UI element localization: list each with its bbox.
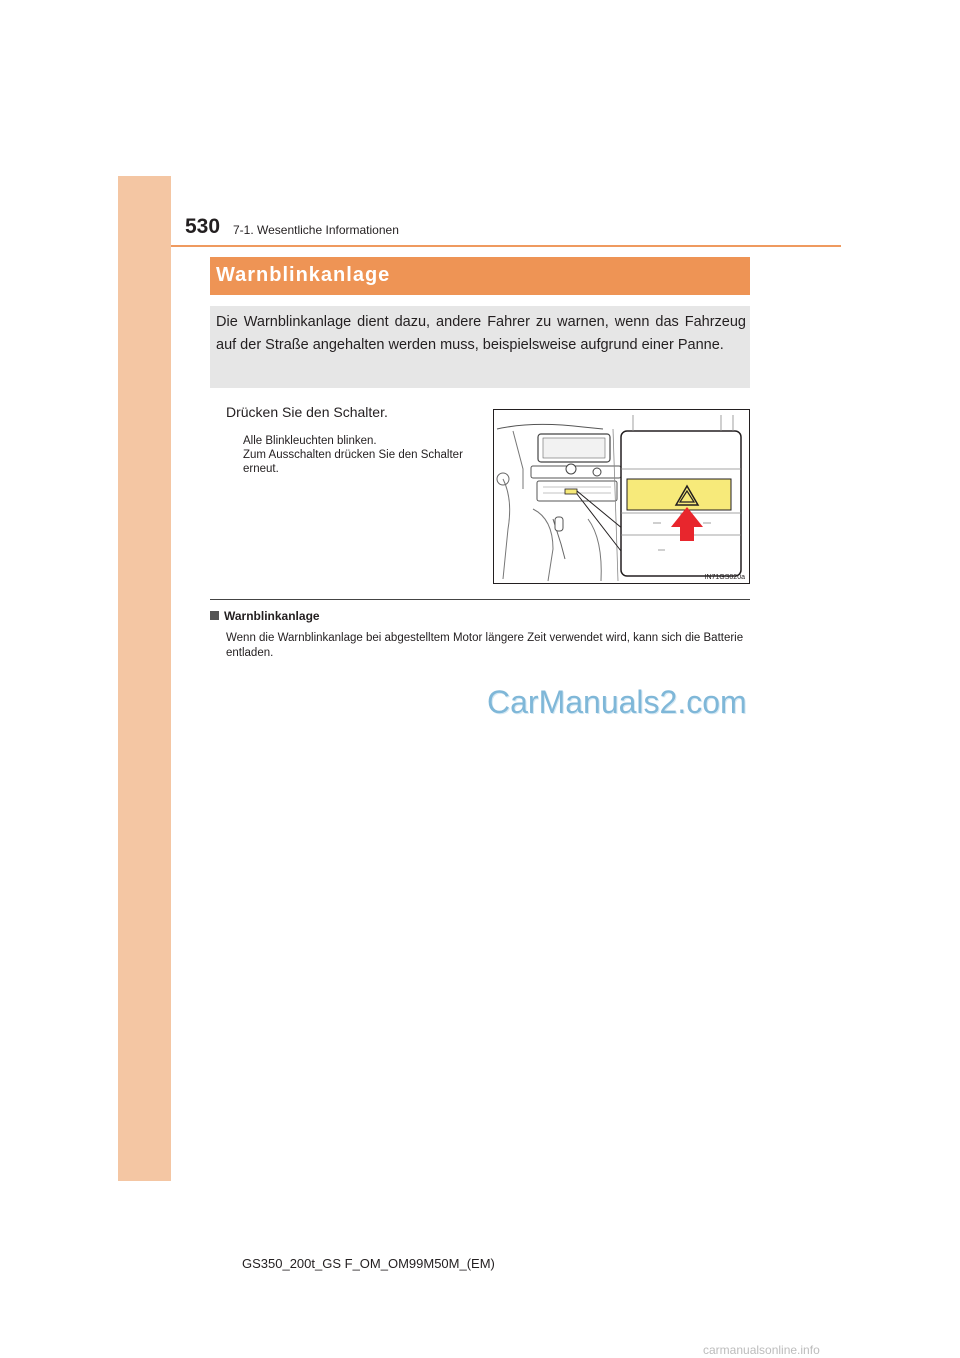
- step-instruction: Drücken Sie den Schalter.: [226, 404, 388, 420]
- intro-text: Die Warnblinkanlage dient dazu, andere Fahrer zu warnen, wenn das Fahrzeug auf der Straße angehalten werden muss, beispielsweise aufgrund einer Panne.: [216, 314, 746, 353]
- illustration-code: IN71GS020a: [704, 574, 745, 581]
- square-bullet-icon: [210, 611, 219, 620]
- page-heading: Warnblinkanlage: [216, 264, 391, 286]
- note-divider: [210, 599, 750, 600]
- note-title-text: Warnblinkanlage: [224, 609, 320, 623]
- section-title: 7-1. Wesentliche Informationen: [233, 223, 399, 237]
- page-number: 530: [185, 215, 221, 238]
- note-text: Wenn die Warnblinkanlage bei abgestelltem Motor längere Zeit verwendet wird, kann sich die Batterie entladen.: [226, 632, 744, 659]
- corner-watermark: carmanualsonline.info: [703, 1343, 820, 1357]
- step-detail-line-2: Zum Ausschalten drücken Sie den Schalter erneut.: [243, 449, 463, 475]
- hazard-switch-illustration: [493, 409, 750, 584]
- side-strip: [118, 176, 171, 1181]
- step-detail-line-1: Alle Blinkleuchten blinken.: [243, 435, 377, 447]
- note-title: [210, 609, 320, 623]
- footer-doc-code: GS350_200t_GS F_OM_OM99M50M_(EM): [242, 1256, 495, 1271]
- step-detail: [243, 434, 479, 476]
- watermark-logo: CarManuals2.com: [487, 684, 747, 720]
- header-rule: [171, 245, 841, 247]
